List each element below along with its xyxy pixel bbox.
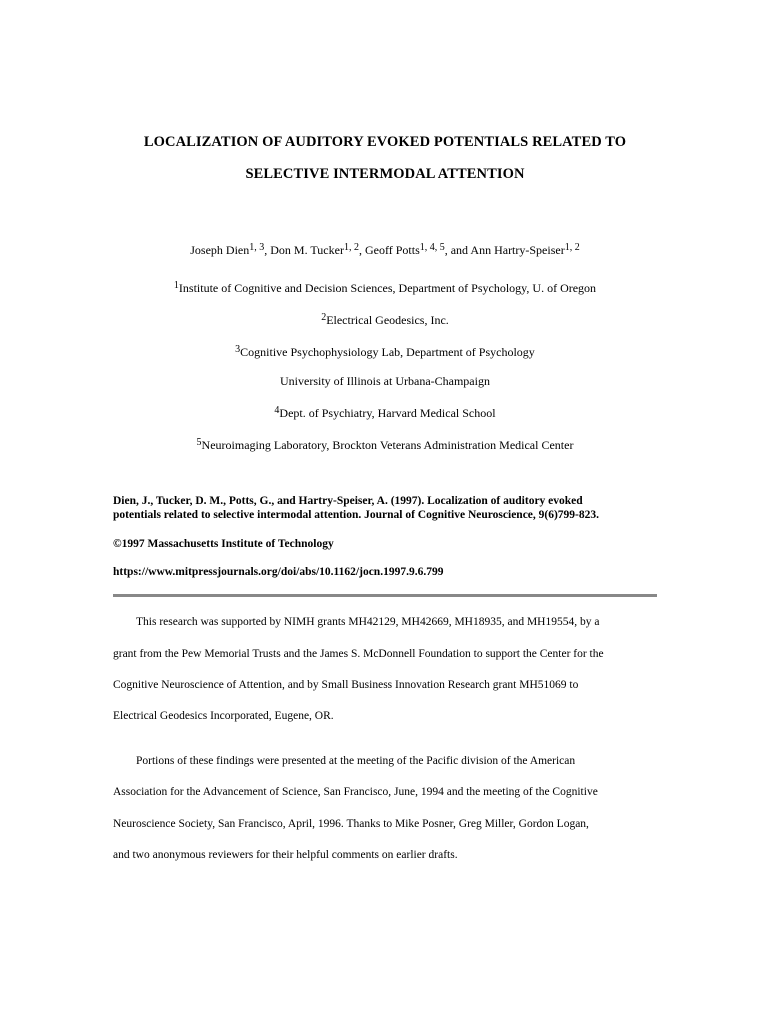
affiliation-text: Neuroimaging Laboratory, Brockton Veterans Administration Medical Center (201, 438, 574, 452)
author-affiliation-marks: 1, 2 (564, 242, 580, 253)
author-list (0, 243, 770, 258)
author-name: Joseph Dien (190, 243, 250, 257)
affiliation-number: 5 (196, 437, 202, 448)
affiliation-text: Electrical Geodesics, Inc. (326, 313, 449, 327)
affiliation-1 (0, 281, 770, 296)
author-name: Don M. Tucker (270, 243, 344, 257)
presentation-note-line-2: Association for the Advancement of Science, San Francisco, June, 1994 and the meeting of the Cognitive (113, 786, 598, 798)
section-divider (113, 594, 657, 597)
acknowledgment-line-3: Cognitive Neuroscience of Attention, and by Small Business Innovation Research grant MH51069 to (113, 679, 579, 691)
presentation-note-line-3: Neuroscience Society, San Francisco, April, 1996. Thanks to Mike Posner, Greg Miller, Gordon Logan, (113, 818, 589, 830)
affiliation-4 (0, 406, 770, 421)
paper-title-line-2: SELECTIVE INTERMODAL ATTENTION (245, 166, 525, 182)
acknowledgment-line-2: grant from the Pew Memorial Trusts and the James S. McDonnell Foundation to support the Center for the (113, 648, 604, 660)
author-separator: , and (444, 243, 471, 257)
author-name: Geoff Potts (364, 243, 420, 257)
presentation-note-line-1: Portions of these findings were presented at the meeting of the Pacific division of the American (136, 755, 576, 767)
copyright-notice: ©1997 Massachusetts Institute of Technology (113, 538, 334, 550)
author-affiliation-marks: 1, 3 (249, 242, 265, 253)
presentation-note-line-4: and two anonymous reviewers for their helpful comments on earlier drafts. (113, 849, 458, 861)
affiliation-text: University of Illinois at Urbana-Champaign (280, 374, 490, 388)
citation-line-1: Dien, J., Tucker, D. M., Potts, G., and Hartry-Speiser, A. (1997). Localization of auditory evoked (113, 495, 583, 507)
affiliation-text: Cognitive Psychophysiology Lab, Department of Psychology (240, 345, 535, 359)
affiliation-number: 3 (235, 344, 241, 355)
doi-link[interactable]: https://www.mitpressjournals.org/doi/abs/10.1162/jocn.1997.9.6.799 (113, 566, 444, 578)
affiliation-2 (0, 313, 770, 328)
affiliation-number: 2 (321, 312, 327, 323)
affiliation-3-continued (0, 374, 770, 389)
citation-line-2: potentials related to selective intermodal attention. Journal of Cognitive Neuroscience, 9(6)799-823. (113, 509, 600, 521)
author-separator: , (264, 243, 271, 257)
author-affiliation-marks: 1, 2 (343, 242, 359, 253)
affiliation-5 (0, 438, 770, 453)
acknowledgment-line-4: Electrical Geodesics Incorporated, Eugene, OR. (113, 710, 334, 722)
affiliation-text: Dept. of Psychiatry, Harvard Medical School (279, 406, 496, 420)
affiliation-text: Institute of Cognitive and Decision Sciences, Department of Psychology, U. of Oregon (178, 281, 597, 295)
author-separator: , (358, 243, 365, 257)
author-name: Ann Hartry-Speiser (470, 243, 565, 257)
paper-title-line-1: LOCALIZATION OF AUDITORY EVOKED POTENTIALS RELATED TO (143, 134, 627, 150)
affiliation-number: 1 (173, 280, 179, 291)
affiliation-number: 4 (274, 405, 280, 416)
author-affiliation-marks: 1, 4, 5 (419, 242, 445, 253)
acknowledgment-line-1: This research was supported by NIMH grants MH42129, MH42669, MH18935, and MH19554, by a (136, 616, 600, 628)
affiliation-3 (0, 345, 770, 360)
